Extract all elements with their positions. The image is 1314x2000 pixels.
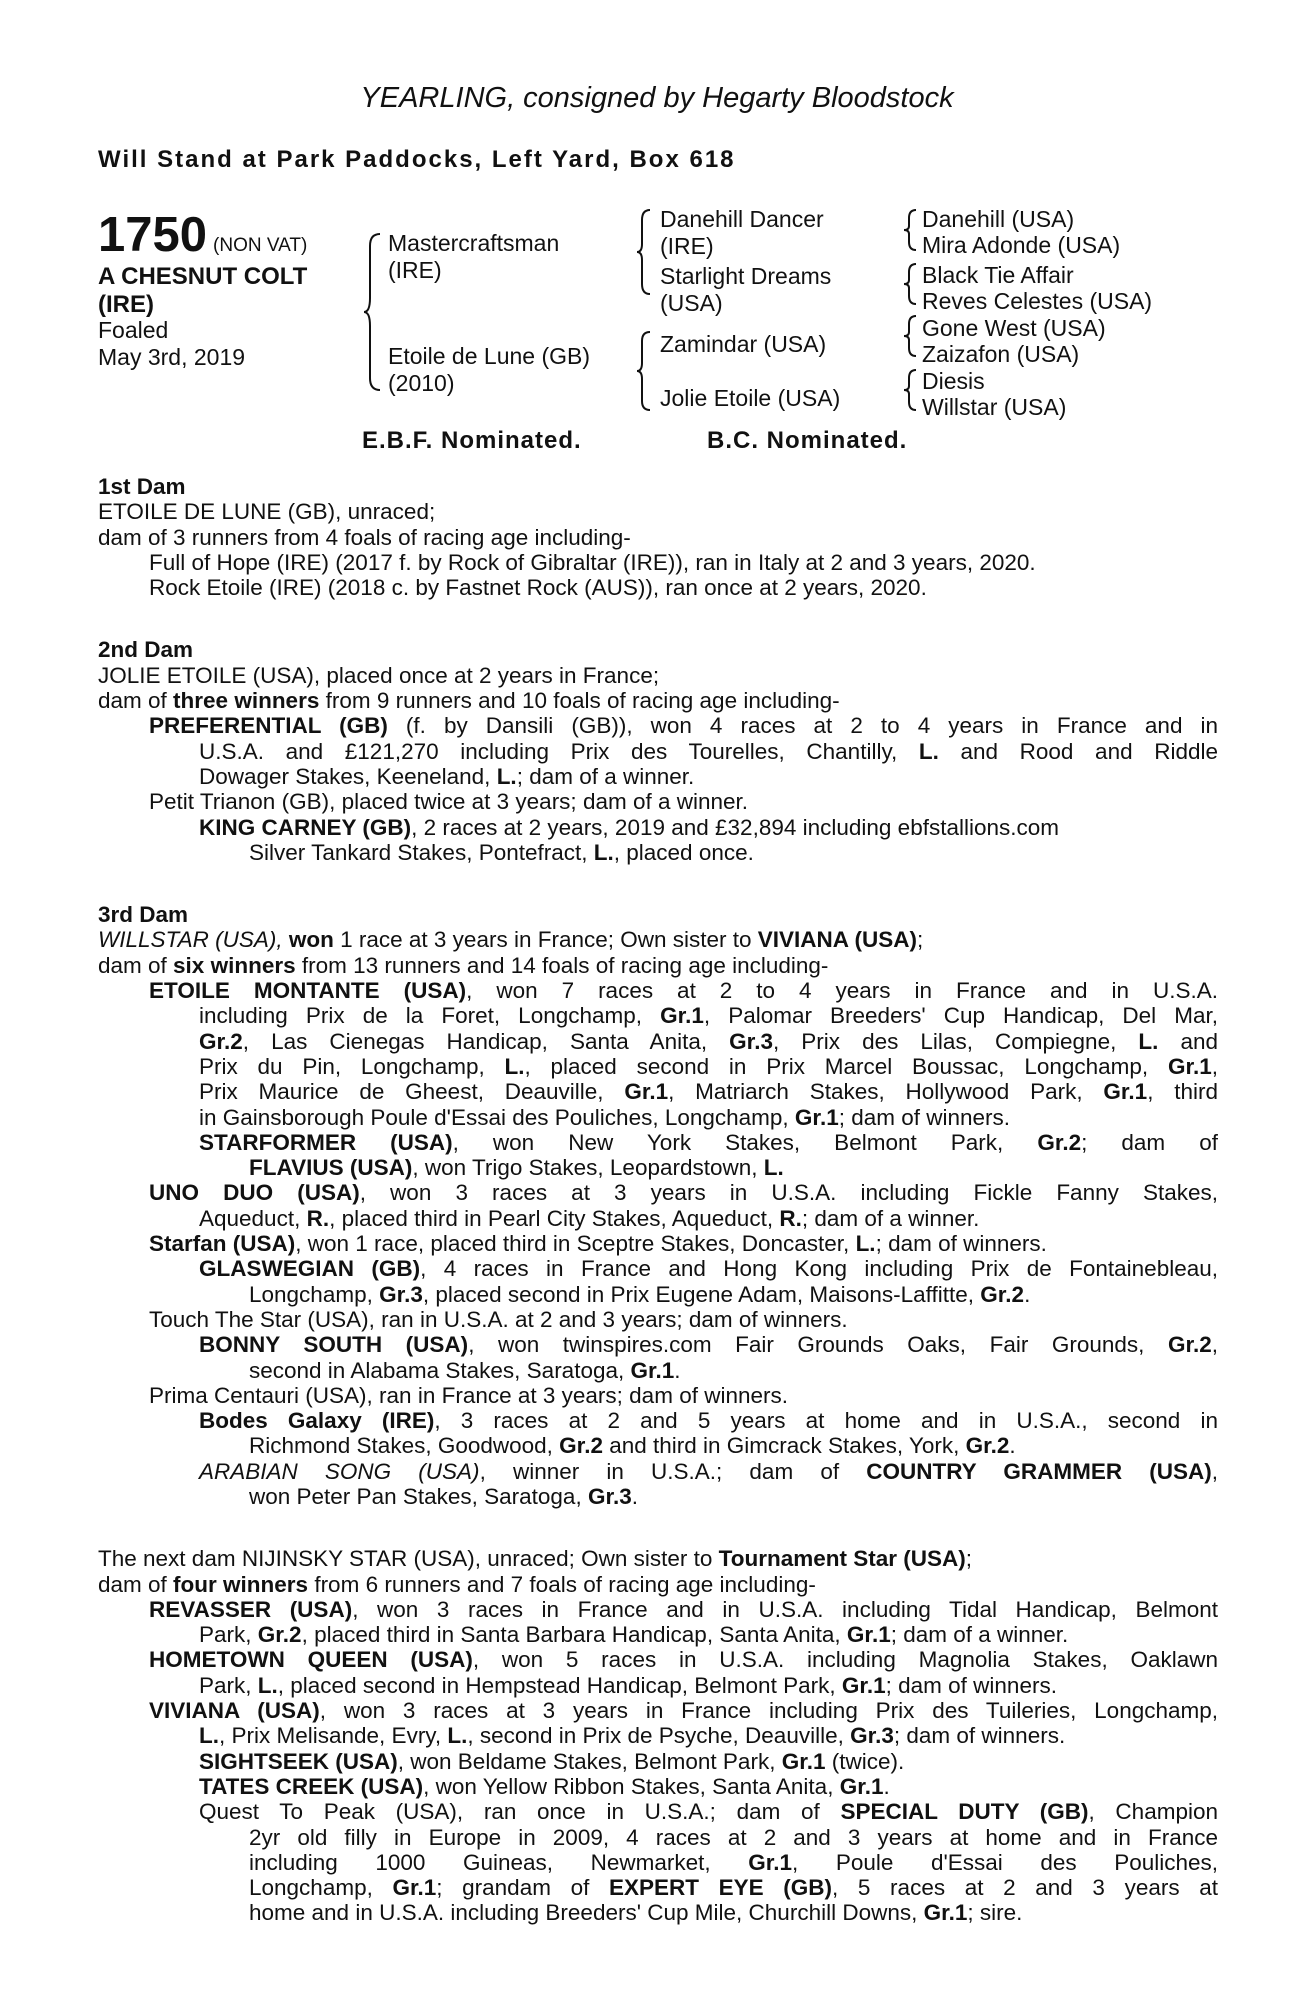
record-line bbox=[98, 525, 1218, 550]
record-text: , Poule d'Essai des Pouliches, bbox=[792, 1849, 1218, 1875]
record-emphasis: VIVIANA (USA) bbox=[757, 927, 917, 953]
record-text: , 4 races in France and Hong Kong including Prix de Fontainebleau, bbox=[420, 1256, 1218, 1282]
record-italic: ARABIAN SONG (USA) bbox=[199, 1458, 480, 1484]
record-text: (twice). bbox=[825, 1748, 905, 1774]
record-text: ; dam of bbox=[1081, 1129, 1218, 1155]
record-text: , bbox=[1211, 1458, 1218, 1484]
record-line bbox=[98, 1622, 1218, 1647]
record-emphasis: L. bbox=[763, 1155, 784, 1181]
record-text: , 2 races at 2 years, 2019 and £32,894 including ebfstallions.com bbox=[411, 814, 1060, 840]
record-text: 1 race at 3 years in France; Own sister to bbox=[333, 927, 758, 953]
record-emphasis: PREFERENTIAL (GB) bbox=[149, 713, 388, 739]
pedigree-gen3-6: Zaizafon (USA) bbox=[922, 341, 1080, 367]
record-text: The next dam NIJINSKY STAR (USA), unraced; Own sister to bbox=[98, 1546, 719, 1572]
record-emphasis: ETOILE MONTANTE (USA) bbox=[149, 978, 467, 1004]
record-text: ; dam of a winner. bbox=[516, 763, 695, 789]
pedigree-brace-gen3-1 bbox=[904, 208, 918, 252]
record-text: dam of bbox=[98, 952, 174, 978]
sire-country: (IRE) bbox=[388, 257, 442, 283]
record-line bbox=[98, 840, 1218, 865]
pedigree-dam-dam: Jolie Etoile (USA) bbox=[660, 385, 841, 411]
record-text: , Matriarch Stakes, Hollywood Park, bbox=[668, 1079, 1104, 1105]
record-line bbox=[98, 1307, 1218, 1332]
record-text: Quest To Peak (USA), ran once in U.S.A.; dam of bbox=[199, 1799, 841, 1825]
pedigree-brace-gen3-4 bbox=[904, 368, 918, 412]
record-emphasis: Gr.3 bbox=[850, 1723, 894, 1749]
record-text: , won 5 races in U.S.A. including Magnolia Stakes, Oaklawn bbox=[472, 1647, 1218, 1673]
sire-sire-country: (IRE) bbox=[660, 233, 714, 259]
record-emphasis: won bbox=[288, 927, 334, 953]
record-emphasis: Gr.1 bbox=[748, 1849, 793, 1875]
pedigree-gen3-1: Danehill (USA) bbox=[922, 206, 1075, 232]
record-emphasis: three winners bbox=[173, 688, 320, 714]
record-emphasis: GLASWEGIAN (GB) bbox=[199, 1256, 421, 1282]
record-text: dam of bbox=[98, 688, 174, 714]
record-line bbox=[98, 1459, 1218, 1484]
record-line bbox=[98, 902, 1218, 927]
record-emphasis: Gr.2 bbox=[199, 1028, 243, 1054]
record-line bbox=[98, 1105, 1218, 1130]
record-text: and bbox=[1158, 1028, 1218, 1054]
record-line bbox=[98, 575, 1218, 600]
pedigree-gen3-3: Black Tie Affair bbox=[922, 262, 1074, 288]
section-gap bbox=[98, 865, 1218, 902]
record-emphasis: Bodes Galaxy (IRE) bbox=[199, 1408, 435, 1434]
record-text: , second in Prix de Psyche, Deauville, bbox=[467, 1723, 851, 1749]
record-text: , won Beldame Stakes, Belmont Park, bbox=[397, 1748, 782, 1774]
record-emphasis: Gr.2 bbox=[965, 1433, 1010, 1459]
record-text: from 9 runners and 10 foals of racing age including- bbox=[319, 688, 840, 714]
record-text: ; dam of winners. bbox=[893, 1723, 1066, 1749]
pedigree-gen3-2: Mira Adonde (USA) bbox=[922, 232, 1121, 258]
record-emphasis: R. bbox=[779, 1205, 802, 1231]
record-italic: WILLSTAR (USA), bbox=[98, 927, 289, 953]
record-text: from 6 runners and 7 foals of racing age including- bbox=[308, 1571, 816, 1597]
record-line bbox=[98, 815, 1218, 840]
record-text: Aqueduct, bbox=[199, 1205, 307, 1231]
record-text: including Prix de la Foret, Longchamp, bbox=[199, 1003, 661, 1029]
pedigree-gen3-4: Reves Celestes (USA) bbox=[922, 288, 1153, 314]
record-emphasis: Gr.1 bbox=[841, 1672, 886, 1698]
record-text: Dowager Stakes, Keeneland, bbox=[199, 763, 497, 789]
record-emphasis: Gr.1 bbox=[660, 1003, 704, 1029]
record-text: Rock Etoile (IRE) (2018 c. by Fastnet Rock (AUS)), ran once at 2 years, 2020. bbox=[149, 575, 927, 601]
record-emphasis: HOMETOWN QUEEN (USA) bbox=[149, 1647, 473, 1673]
record-text: ; dam of a winner. bbox=[890, 1622, 1069, 1648]
record-emphasis: FLAVIUS (USA) bbox=[249, 1155, 413, 1181]
record-emphasis: SIGHTSEEK (USA) bbox=[199, 1748, 398, 1774]
record-text: , won 3 races in France and in U.S.A. including Tidal Handicap, Belmont bbox=[352, 1596, 1218, 1622]
record-text: , Las Cienegas Handicap, Santa Anita, bbox=[242, 1028, 730, 1054]
foaled-info bbox=[98, 317, 245, 371]
record-text: . bbox=[883, 1773, 890, 1799]
dam-name: Etoile de Lune (GB) bbox=[388, 343, 591, 369]
record-line bbox=[98, 1256, 1218, 1281]
record-text: , placed third in Pearl City Stakes, Aqueduct, bbox=[329, 1205, 780, 1231]
record-text: . bbox=[674, 1357, 681, 1383]
record-text: in Gainsborough Poule d'Essai des Pouliches, Longchamp, bbox=[199, 1104, 795, 1130]
pedigree-gen3-8: Willstar (USA) bbox=[922, 394, 1067, 420]
record-line bbox=[98, 1597, 1218, 1622]
pedigree-brace-dam bbox=[637, 330, 653, 412]
stand-location: Will Stand at Park Paddocks, Left Yard, Box 618 bbox=[98, 146, 736, 173]
record-line bbox=[98, 550, 1218, 575]
lot-number: 1750 bbox=[98, 208, 208, 262]
record-text: ; bbox=[916, 927, 924, 953]
record-line bbox=[98, 688, 1218, 713]
record-line bbox=[98, 713, 1218, 738]
record-emphasis: 2nd Dam bbox=[98, 637, 194, 663]
record-emphasis: BONNY SOUTH (USA) bbox=[199, 1332, 469, 1358]
lot-description-line-2: (IRE) bbox=[98, 291, 154, 318]
record-emphasis: 1st Dam bbox=[98, 474, 186, 499]
foaled-label: Foaled bbox=[98, 317, 169, 343]
record-emphasis: Gr.2 bbox=[1167, 1332, 1212, 1358]
record-emphasis: Gr.1 bbox=[1167, 1053, 1212, 1079]
record-text: , placed second in Hempstead Handicap, Belmont Park, bbox=[277, 1672, 842, 1698]
record-text: , Prix Melisande, Evry, bbox=[219, 1723, 448, 1749]
record-text: JOLIE ETOILE (USA), placed once at 2 years in France; bbox=[98, 662, 660, 688]
record-line bbox=[98, 1180, 1218, 1205]
record-emphasis: L. bbox=[855, 1231, 876, 1257]
record-emphasis: Gr.1 bbox=[392, 1875, 437, 1901]
record-text: ; bbox=[965, 1546, 972, 1572]
record-emphasis: L. bbox=[1138, 1028, 1159, 1054]
record-emphasis: KING CARNEY (GB) bbox=[199, 814, 412, 840]
record-text: , winner in U.S.A.; dam of bbox=[479, 1458, 867, 1484]
record-line bbox=[98, 1799, 1218, 1824]
record-text: , won 7 races at 2 to 4 years in France and in U.S.A. bbox=[466, 978, 1218, 1004]
record-text: , Prix des Lilas, Compiegne, bbox=[772, 1028, 1139, 1054]
record-text: ; sire. bbox=[967, 1900, 1023, 1926]
record-text: ETOILE DE LUNE (GB), unraced; bbox=[98, 499, 436, 525]
record-text: , placed second in Prix Eugene Adam, Maisons-Laffitte, bbox=[422, 1281, 981, 1307]
record-line bbox=[98, 1231, 1218, 1256]
record-text: Park, bbox=[199, 1622, 258, 1648]
record-line bbox=[98, 1383, 1218, 1408]
record-line bbox=[98, 1723, 1218, 1748]
record-text: , won 3 races at 3 years in U.S.A. including Fickle Fanny Stakes, bbox=[359, 1180, 1218, 1206]
record-text: and Rood and Riddle bbox=[938, 738, 1218, 764]
record-text: 2yr old filly in Europe in 2009, 4 races at 2 and 3 years at home and in France bbox=[249, 1824, 1218, 1850]
record-emphasis: six winners bbox=[173, 952, 296, 978]
record-text: second in Alabama Stakes, Saratoga, bbox=[249, 1357, 631, 1383]
record-text: from 13 runners and 14 foals of racing age including- bbox=[295, 952, 829, 978]
record-line bbox=[98, 1774, 1218, 1799]
pedigree-gen3-5: Gone West (USA) bbox=[922, 315, 1106, 341]
record-text: Richmond Stakes, Goodwood, bbox=[249, 1433, 560, 1459]
pedigree-gen3-7: Diesis bbox=[922, 368, 985, 394]
record-text: , Palomar Breeders' Cup Handicap, Del Mar, bbox=[703, 1003, 1218, 1029]
record-line bbox=[98, 1054, 1218, 1079]
record-emphasis: Gr.3 bbox=[729, 1028, 773, 1054]
record-text: , placed once. bbox=[613, 839, 754, 865]
record-line bbox=[98, 1332, 1218, 1357]
record-emphasis: Tournament Star (USA) bbox=[718, 1546, 966, 1572]
record-line bbox=[98, 1433, 1218, 1458]
pedigree-brace-gen3-3 bbox=[904, 314, 918, 358]
record-line bbox=[98, 1749, 1218, 1774]
record-text: Prima Centauri (USA), ran in France at 3 years; dam of winners. bbox=[149, 1382, 788, 1408]
record-text: ; dam of a winner. bbox=[801, 1205, 980, 1231]
record-text: , won New York Stakes, Belmont Park, bbox=[452, 1129, 1038, 1155]
record-text: won Peter Pan Stakes, Saratoga, bbox=[249, 1483, 588, 1509]
lot-description bbox=[98, 263, 307, 319]
record-text: ; grandam of bbox=[436, 1875, 609, 1901]
record-text: Petit Trianon (GB), placed twice at 3 years; dam of a winner. bbox=[149, 789, 749, 815]
record-text: ; dam of winners. bbox=[885, 1672, 1057, 1698]
record-text: , placed second in Prix Marcel Boussac, Longchamp, bbox=[524, 1053, 1168, 1079]
record-emphasis: STARFORMER (USA) bbox=[199, 1129, 453, 1155]
record-line bbox=[98, 1572, 1218, 1597]
record-line bbox=[98, 1130, 1218, 1155]
dam-year: (2010) bbox=[388, 370, 455, 396]
record-line bbox=[98, 1484, 1218, 1509]
lot-description-line-1: A CHESNUT COLT bbox=[98, 263, 308, 290]
record-emphasis: L. bbox=[496, 763, 517, 789]
record-emphasis: Gr.1 bbox=[923, 1900, 968, 1926]
record-text: Longchamp, bbox=[249, 1875, 393, 1901]
record-line bbox=[98, 1875, 1218, 1900]
record-emphasis: L. bbox=[504, 1053, 525, 1079]
record-line bbox=[98, 1079, 1218, 1104]
record-emphasis: UNO DUO (USA) bbox=[149, 1180, 360, 1206]
section-gap bbox=[98, 1509, 1218, 1546]
record-line bbox=[98, 1673, 1218, 1698]
record-text: . bbox=[1009, 1433, 1016, 1459]
record-emphasis: L. bbox=[593, 839, 614, 865]
record-text: , won Trigo Stakes, Leopardstown, bbox=[412, 1155, 764, 1181]
record-line bbox=[98, 764, 1218, 789]
record-text: , won 3 races at 3 years in France including Prix des Tuileries, Longchamp, bbox=[319, 1698, 1218, 1724]
record-line bbox=[98, 1850, 1218, 1875]
record-line bbox=[98, 1155, 1218, 1180]
record-text: home and in U.S.A. including Breeders' Cup Mile, Churchill Downs, bbox=[249, 1900, 924, 1926]
record-text: , won twinspires.com Fair Grounds Oaks, Fair Grounds, bbox=[468, 1332, 1168, 1358]
record-emphasis: EXPERT EYE (GB) bbox=[608, 1875, 833, 1901]
record-emphasis: L. bbox=[918, 738, 939, 764]
section-gap bbox=[98, 600, 1218, 637]
bc-nominated: B.C. Nominated. bbox=[707, 427, 908, 454]
record-text: dam of bbox=[98, 1571, 174, 1597]
record-emphasis: Gr.2 bbox=[1037, 1129, 1082, 1155]
record-text: Silver Tankard Stakes, Pontefract, bbox=[249, 839, 594, 865]
record-emphasis: L. bbox=[199, 1723, 219, 1749]
record-line bbox=[98, 1698, 1218, 1723]
record-emphasis: Gr.3 bbox=[379, 1281, 423, 1307]
record-text: , won 1 race, placed third in Sceptre Stakes, Doncaster, bbox=[295, 1231, 856, 1257]
record-text: , 3 races at 2 and 5 years at home and in U.S.A., second in bbox=[434, 1408, 1218, 1434]
sire-sire-name: Danehill Dancer bbox=[660, 206, 824, 232]
record-emphasis: Starfan (USA) bbox=[149, 1231, 296, 1257]
record-emphasis: Gr.1 bbox=[781, 1748, 826, 1774]
record-line bbox=[98, 1647, 1218, 1672]
pedigree-brace-sire bbox=[637, 208, 653, 296]
record-emphasis: Gr.1 bbox=[1103, 1079, 1148, 1105]
record-line bbox=[98, 474, 1218, 499]
record-line bbox=[98, 637, 1218, 662]
vat-status: (NON VAT) bbox=[213, 235, 308, 256]
record-line bbox=[98, 1358, 1218, 1383]
record-text: , bbox=[1211, 1053, 1218, 1079]
record-emphasis: VIVIANA (USA) bbox=[149, 1698, 320, 1724]
pedigree-sire-sire bbox=[660, 206, 824, 260]
record-emphasis: COUNTRY GRAMMER (USA) bbox=[866, 1458, 1212, 1484]
lot-number-block bbox=[98, 207, 307, 263]
record-emphasis: R. bbox=[306, 1205, 330, 1231]
record-line bbox=[98, 499, 1218, 524]
record-emphasis: Gr.3 bbox=[587, 1483, 632, 1509]
record-line bbox=[98, 1900, 1218, 1925]
record-emphasis: Gr.2 bbox=[980, 1281, 1025, 1307]
consignment-heading: YEARLING, consigned by Hegarty Bloodstock bbox=[360, 82, 954, 114]
sire-name: Mastercraftsman bbox=[388, 230, 560, 256]
sire-dam-country: (USA) bbox=[660, 290, 723, 316]
record-text: ; dam of winners. bbox=[838, 1104, 1011, 1130]
record-emphasis: Gr.1 bbox=[839, 1773, 884, 1799]
record-text: . bbox=[631, 1483, 638, 1509]
record-text: , placed third in Santa Barbara Handicap, Santa Anita, bbox=[301, 1622, 847, 1648]
record-text: Touch The Star (USA), ran in U.S.A. at 2 and 3 years; dam of winners. bbox=[149, 1306, 848, 1332]
record-line bbox=[98, 978, 1218, 1003]
record-line bbox=[98, 1029, 1218, 1054]
record-line bbox=[98, 739, 1218, 764]
record-text: , bbox=[1211, 1332, 1218, 1358]
record-line bbox=[98, 1282, 1218, 1307]
record-emphasis: Gr.1 bbox=[630, 1357, 675, 1383]
record-emphasis: REVASSER (USA) bbox=[149, 1596, 353, 1622]
record-emphasis: Gr.1 bbox=[624, 1079, 669, 1105]
pedigree-brace-main bbox=[364, 232, 384, 392]
record-text: ; dam of winners. bbox=[875, 1231, 1047, 1257]
record-emphasis: SPECIAL DUTY (GB) bbox=[840, 1799, 1089, 1825]
ebf-nominated: E.B.F. Nominated. bbox=[362, 427, 582, 454]
record-emphasis: L. bbox=[447, 1723, 468, 1749]
record-text: . bbox=[1024, 1281, 1031, 1307]
record-text: , third bbox=[1147, 1079, 1218, 1105]
pedigree-sire-dam bbox=[660, 263, 831, 317]
record-emphasis: four winners bbox=[173, 1571, 309, 1597]
produce-record bbox=[98, 474, 1218, 1926]
pedigree-dam bbox=[388, 343, 590, 397]
record-text: Longchamp, bbox=[249, 1281, 380, 1307]
record-emphasis: 3rd Dam bbox=[98, 902, 189, 928]
record-text: and third in Gimcrack Stakes, York, bbox=[602, 1433, 966, 1459]
pedigree-brace-gen3-2 bbox=[904, 262, 918, 306]
record-text: , won Yellow Ribbon Stakes, Santa Anita, bbox=[423, 1773, 840, 1799]
pedigree-dam-sire: Zamindar (USA) bbox=[660, 331, 827, 357]
record-emphasis: Gr.2 bbox=[257, 1622, 302, 1648]
record-emphasis: TATES CREEK (USA) bbox=[199, 1773, 424, 1799]
record-line bbox=[98, 663, 1218, 688]
record-text: Park, bbox=[199, 1672, 258, 1698]
record-text: dam of 3 runners from 4 foals of racing age including- bbox=[98, 524, 631, 550]
record-emphasis: L. bbox=[257, 1672, 278, 1698]
record-line bbox=[98, 1546, 1218, 1571]
record-line bbox=[98, 1003, 1218, 1028]
foaled-date: May 3rd, 2019 bbox=[98, 344, 246, 370]
record-line bbox=[98, 953, 1218, 978]
record-text: (f. by Dansili (GB)), won 4 races at 2 to 4 years in France and in bbox=[387, 713, 1218, 739]
record-line bbox=[98, 789, 1218, 814]
record-line bbox=[98, 1408, 1218, 1433]
record-text: , 5 races at 2 and 3 years at bbox=[832, 1875, 1218, 1901]
record-text: , Champion bbox=[1088, 1799, 1218, 1825]
record-text: Full of Hope (IRE) (2017 f. by Rock of Gibraltar (IRE)), ran in Italy at 2 and 3 years, 2020. bbox=[149, 549, 1036, 575]
record-text: Prix Maurice de Gheest, Deauville, bbox=[199, 1079, 625, 1105]
record-text: including 1000 Guineas, Newmarket, bbox=[249, 1849, 749, 1875]
record-line bbox=[98, 927, 1218, 952]
record-line bbox=[98, 1825, 1218, 1850]
record-line bbox=[98, 1206, 1218, 1231]
record-emphasis: Gr.2 bbox=[559, 1433, 603, 1459]
record-text: Prix du Pin, Longchamp, bbox=[199, 1053, 505, 1079]
record-emphasis: Gr.1 bbox=[846, 1622, 891, 1648]
record-emphasis: Gr.1 bbox=[794, 1104, 839, 1130]
pedigree-sire bbox=[388, 230, 559, 284]
sire-dam-name: Starlight Dreams bbox=[660, 263, 832, 289]
record-text: U.S.A. and £121,270 including Prix des Tourelles, Chantilly, bbox=[199, 738, 919, 764]
